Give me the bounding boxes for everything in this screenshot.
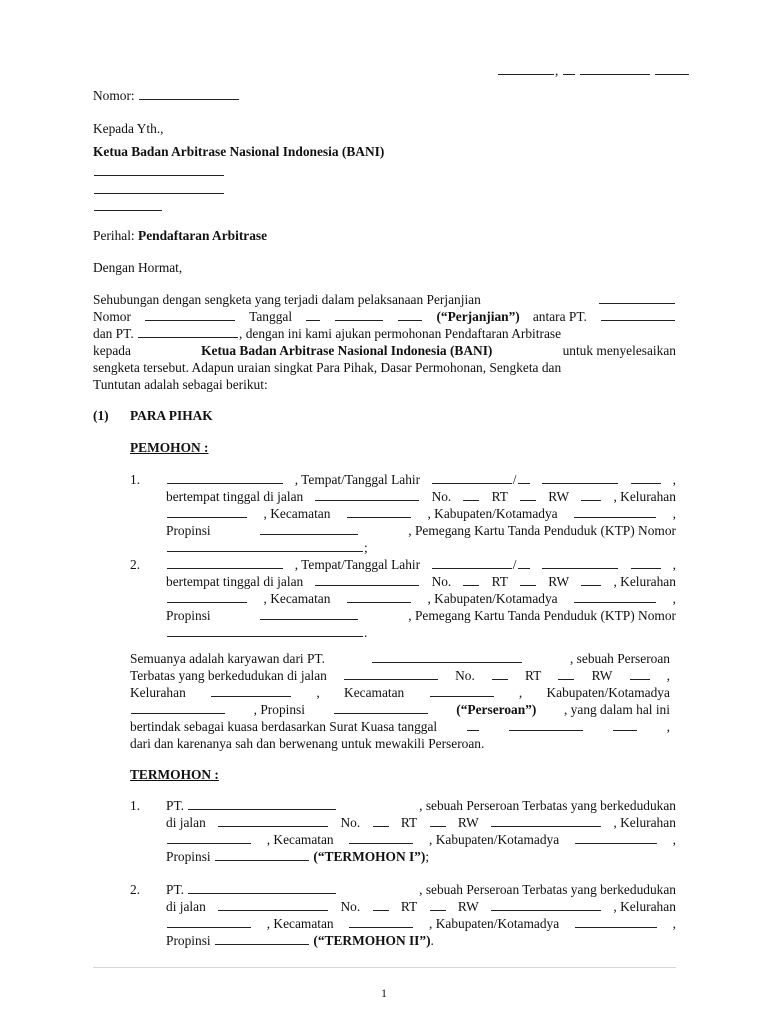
termohon-item: PT. , sebuah Perseroan Terbatas yang berkedudukan di jalan No. RT RW , Kelurahan , Kecamatan , Kabupaten/Kotamadya , Propinsi (“TERMOHON II”). — [166, 882, 676, 948]
kepada-label: Kepada Yth., — [93, 121, 164, 136]
section-number: (1) — [93, 408, 109, 423]
address-blank-3 — [93, 198, 163, 215]
date-line: , — [497, 62, 690, 79]
intro-paragraph: Sehubungan dengan sengketa yang terjadi dalam pelaksanaan Perjanjian Nomor Tanggal (“Perjanjian”) antara PT. dan PT. , dengan ini kami ajukan permohonan Pendaftaran Arbitrase kepada Ketua Badan Arbitrase Nasional Indonesia (BANI) untuk menyelesaikan sengketa tersebut. Adapun uraian singkat Para Pihak, Dasar Permohonan, Sengketa dan Tuntutan adalah sebagai berikut: — [93, 292, 676, 392]
pemohon-heading: PEMOHON : — [130, 440, 209, 455]
termohon-item-number: 2. — [130, 882, 141, 897]
termohon-item-number: 1. — [130, 798, 141, 813]
address-blank-1 — [93, 163, 225, 180]
pemohon-item: , Tempat/Tanggal Lahir / , bertempat tinggal di jalan No. RT RW , Kelurahan , Kecamatan , Kabupaten/Kotamadya , Propinsi , Pemegang Kartu Tanda Penduduk (KTP) Nomor ; — [166, 472, 676, 555]
nomor-line: Nomor: — [93, 87, 240, 104]
section-title: PARA PIHAK — [130, 408, 213, 423]
address-blank-2 — [93, 181, 225, 198]
greeting: Dengan Hormat, — [93, 260, 183, 275]
pemohon-item-number: 2. — [130, 557, 141, 572]
footer-divider — [93, 967, 676, 968]
subject-line: Perihal: Pendaftaran Arbitrase — [93, 228, 268, 243]
pemohon-summary: Semuanya adalah karyawan dari PT. , sebuah Perseroan Terbatas yang berkedudukan di jalan No. RT RW , Kelurahan , Kecamatan , Kabupaten/Kotamadya , Propinsi (“Perseroan”) , yang dalam hal ini bertindak sebagai kuasa berdasarkan Surat Kuasa tanggal , dari dan karenanya sah dan berwenang untuk mewakili Perseroan. — [130, 651, 670, 751]
termohon-heading: TERMOHON : — [130, 767, 219, 782]
termohon-item: PT. , sebuah Perseroan Terbatas yang berkedudukan di jalan No. RT RW , Kelurahan , Kecamatan , Kabupaten/Kotamadya , Propinsi (“TERMOHON I”); — [166, 798, 676, 864]
recipient-name: Ketua Badan Arbitrase Nasional Indonesia (BANI) — [93, 144, 385, 159]
pemohon-item-number: 1. — [130, 472, 141, 487]
pemohon-item: , Tempat/Tanggal Lahir / , bertempat tinggal di jalan No. RT RW , Kelurahan , Kecamatan , Kabupaten/Kotamadya , Propinsi , Pemegang Kartu Tanda Penduduk (KTP) Nomor . — [166, 557, 676, 640]
page-number: 1 — [381, 986, 387, 1000]
